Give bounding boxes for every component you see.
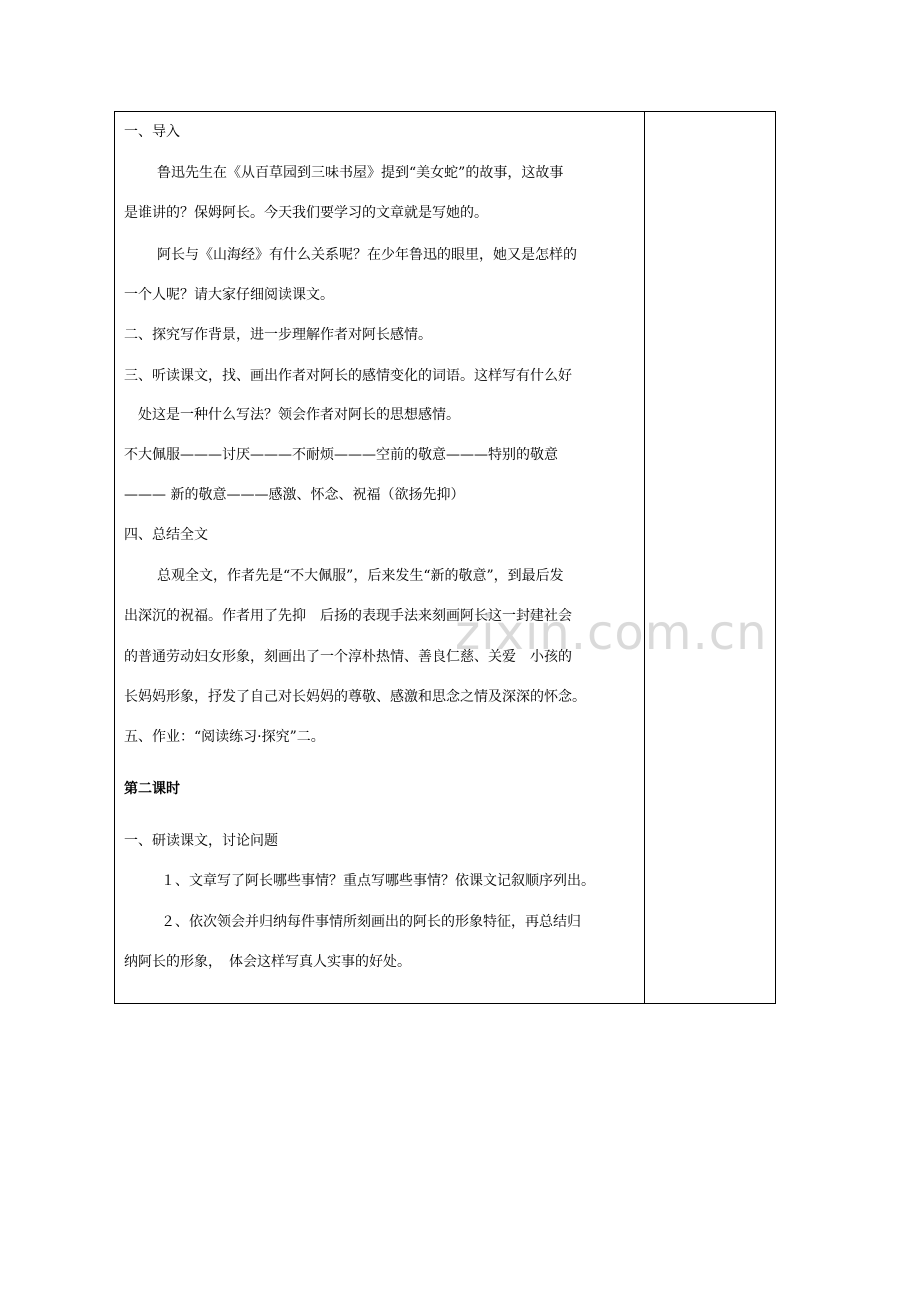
summary-line3: 的普通劳动妇女形象，刻画出了一个淳朴热情、善良仁慈、关爱 小孩的 (124, 649, 572, 665)
intro-paragraph2-line2: 一个人呢？请大家仔细阅读课文。 (124, 287, 334, 303)
lesson-plan-table (114, 111, 776, 1004)
summary-line4: 长妈妈形象，抒发了自己对长妈妈的尊敬、感激和思念之情及深深的怀念。 (124, 689, 586, 705)
section1-heading: 一、导入 (124, 124, 180, 140)
intro-paragraph1-line2: 是谁讲的？保姆阿长。今天我们要学习的文章就是写她的。 (124, 205, 488, 221)
watermark: zixin.com.cn (455, 605, 768, 661)
question2-line1: ２、依次领会并归纳每件事情所刻画出的阿长的形象特征，再总结归 (161, 914, 581, 930)
main-content-cell (115, 112, 645, 1003)
question2-line2: 纳阿长的形象， 体会这样写真人实事的好处。 (124, 954, 411, 970)
lesson2-title: 第二课时 (124, 781, 180, 797)
section3-line1: 三、听读课文，找、画出作者对阿长的感情变化的词语。这样写有什么好 (124, 368, 572, 384)
emotion-sequence-line2: ——— 新的敬意———感激、怀念、祝福（欲扬先抑） (124, 487, 465, 503)
intro-paragraph1-line1: 鲁迅先生在《从百草园到三味书屋》提到“美女蛇”的故事，这故事 (157, 165, 564, 181)
section3-line2: 处这是一种什么写法？领会作者对阿长的思想感情。 (138, 407, 460, 423)
question1: １、文章写了阿长哪些事情？重点写哪些事情？依课文记叙顺序列出。 (161, 873, 595, 889)
summary-line1: 总观全文，作者先是“不大佩服”，后来发生“新的敬意”，到最后发 (157, 568, 564, 584)
side-notes-cell (645, 112, 775, 1003)
intro-paragraph2-line1: 阿长与《山海经》有什么关系呢？在少年鲁迅的眼里，她又是怎样的 (157, 247, 577, 263)
emotion-sequence-line1: 不大佩服———讨厌———不耐烦———空前的敬意———特别的敬意 (124, 447, 558, 463)
section4-heading: 四、总结全文 (124, 527, 208, 543)
summary-line2: 出深沉的祝福。作者用了先抑 后扬的表现手法来刻画阿长这一封建社会 (124, 608, 572, 624)
lesson2-section1-heading: 一、研读课文，讨论问题 (124, 833, 278, 849)
section5-heading: 五、作业：“阅读练习·探究”二。 (124, 729, 325, 745)
section2-heading: 二、探究写作背景，进一步理解作者对阿长感情。 (124, 327, 432, 343)
